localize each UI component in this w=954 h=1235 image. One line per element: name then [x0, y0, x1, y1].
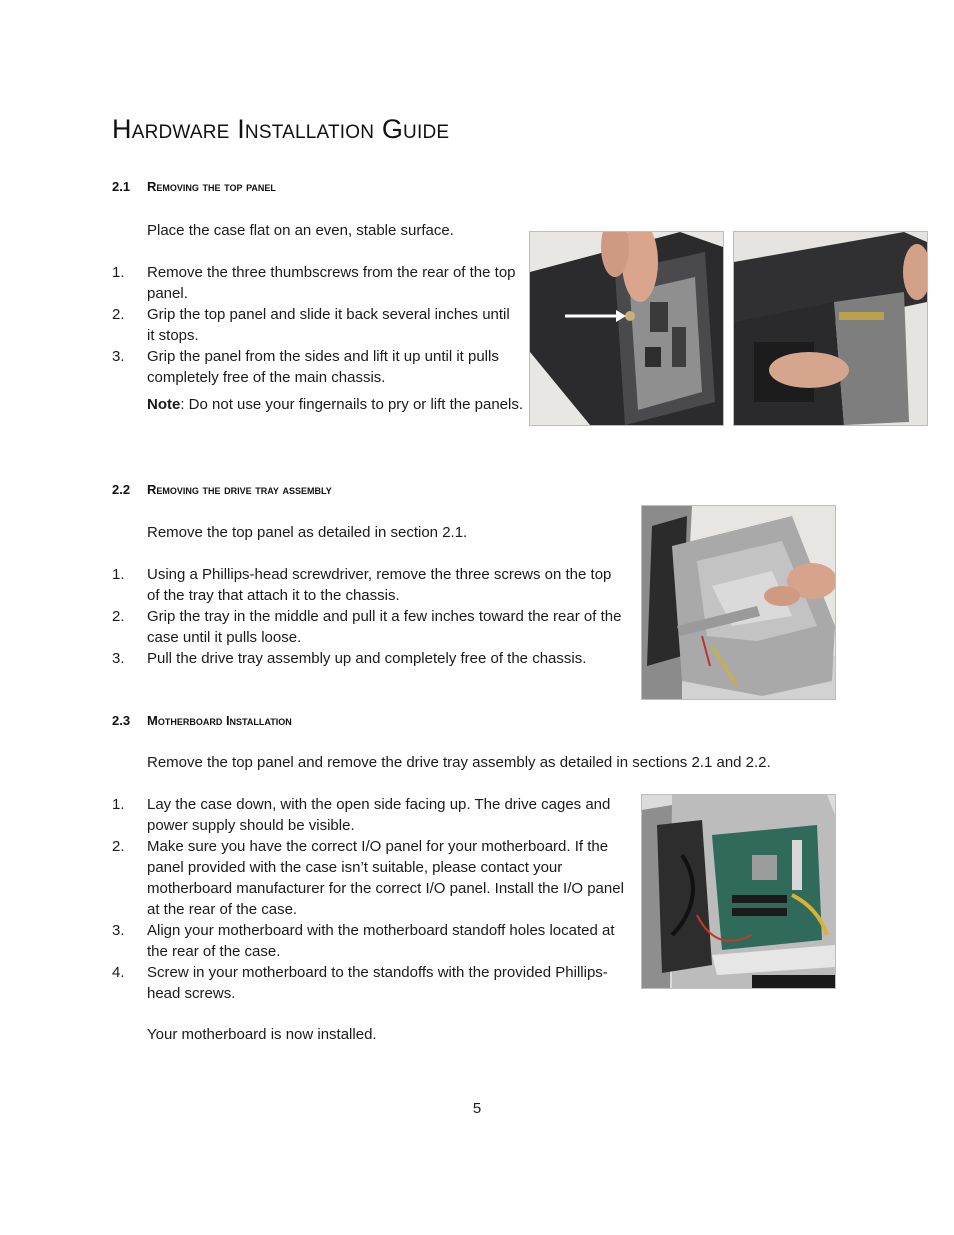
step-number: 3. — [112, 348, 125, 365]
page-number: 5 — [472, 1100, 482, 1117]
step-number: 1. — [112, 566, 125, 583]
section-title: Removing the drive tray assembly — [147, 482, 332, 497]
section-intro: Remove the top panel as detailed in section 2.1. — [147, 524, 468, 541]
section-number: 2.1 — [112, 179, 131, 194]
section-outro: Your motherboard is now installed. — [147, 1026, 377, 1043]
photo-drive-tray — [641, 505, 836, 700]
page-title: Hardware Installation Guide — [112, 114, 450, 144]
section-title: Motherboard Installation — [147, 713, 292, 728]
section-title: Removing the top panel — [147, 179, 276, 194]
step-text: Remove the three thumbscrews from the rear of the top panel. — [147, 264, 516, 302]
step-text: Align your motherboard with the motherboard standoff holes located at the rear of the case. — [147, 922, 615, 960]
step-number: 2. — [112, 838, 125, 855]
note-text: : Do not use your fingernails to pry or lift the panels. — [180, 396, 524, 413]
photo-thumbscrew-rear — [529, 231, 724, 426]
section-number: 2.3 — [112, 713, 131, 728]
step-number: 3. — [112, 650, 125, 667]
step-number: 2. — [112, 306, 125, 323]
section-heading-2-1 — [112, 179, 276, 194]
step-text: Screw in your motherboard to the standoffs with the provided Phillips-head screws. — [147, 964, 608, 1002]
section-intro: Place the case flat on an even, stable surface. — [147, 222, 454, 239]
note-label: Note — [147, 396, 181, 413]
section-heading-2-2 — [112, 482, 332, 497]
step-text: Grip the top panel and slide it back several inches until it stops. — [147, 306, 510, 344]
step-number: 3. — [112, 922, 125, 939]
step-number: 2. — [112, 608, 125, 625]
section-intro: Remove the top panel and remove the drive tray assembly as detailed in sections 2.1 and 2.2. — [147, 754, 771, 771]
step-text: Make sure you have the correct I/O panel for your motherboard. If the panel provided with the case isn’t suitable, please contact your motherboard manufacturer for the correct I/O panel. Install the I/O panel at the rear of the case. — [147, 838, 624, 918]
step-text: Grip the tray in the middle and pull it a few inches toward the rear of the case until it pulls loose. — [147, 608, 622, 646]
photo-lifting-panel — [733, 231, 928, 426]
step-text: Using a Phillips-head screwdriver, remove the three screws on the top of the tray that attach it to the chassis. — [147, 566, 612, 604]
section-heading-2-3 — [112, 713, 292, 728]
step-text: Lay the case down, with the open side facing up. The drive cages and power supply should be visible. — [147, 796, 611, 834]
step-text: Grip the panel from the sides and lift it up until it pulls completely free of the main chassis. — [147, 348, 499, 386]
step-number: 1. — [112, 264, 125, 281]
note — [147, 394, 549, 415]
step-text: Pull the drive tray assembly up and completely free of the chassis. — [147, 650, 587, 667]
photo-motherboard-installed — [641, 794, 836, 989]
section-number: 2.2 — [112, 482, 131, 497]
step-number: 1. — [112, 796, 125, 813]
step-number: 4. — [112, 964, 125, 981]
